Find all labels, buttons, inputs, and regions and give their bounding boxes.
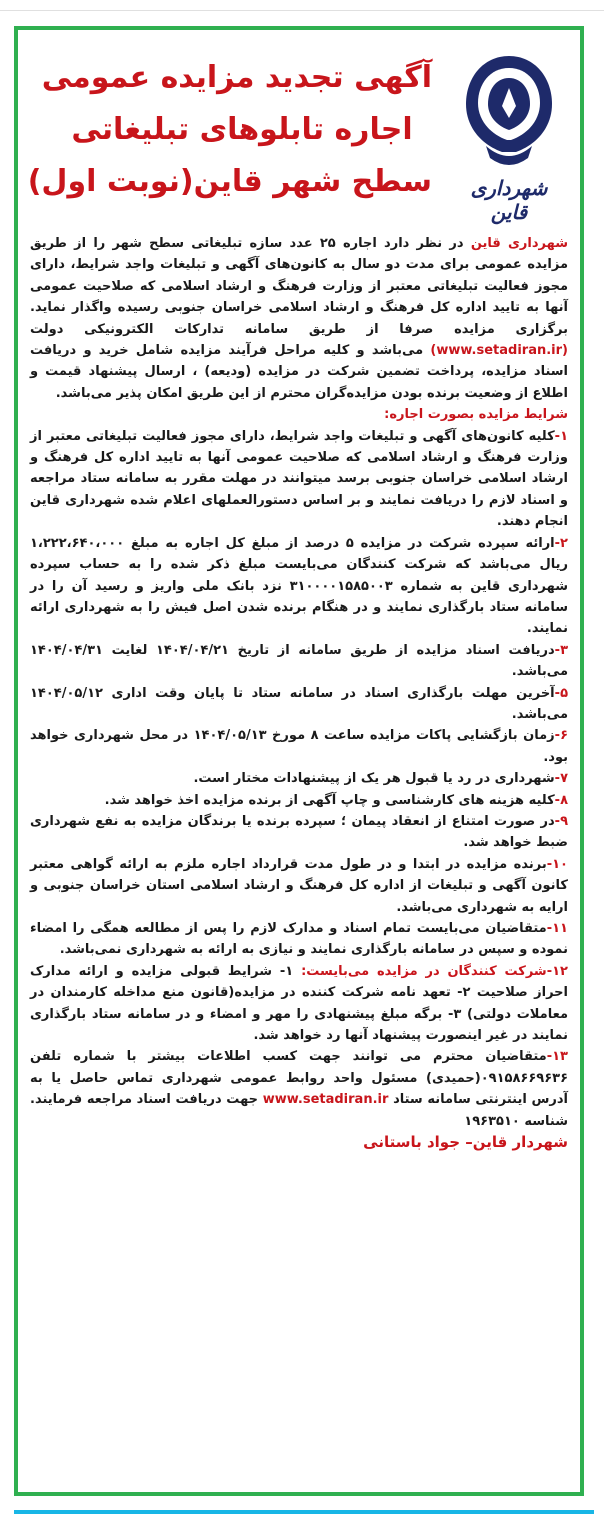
clause-2 xyxy=(30,533,568,640)
title-line-1: آگهی تجدید مزایده عمومی xyxy=(41,60,432,95)
clause-text: زمان بازگشایی پاکات مزایده ساعت ۸ مورخ ۱۴۰۴/۰۵/۱۳ در محل شهرداری خواهد بود. xyxy=(30,728,568,765)
intro-lead: شهرداری قاین xyxy=(470,236,568,251)
clause-13 xyxy=(30,1046,568,1132)
clause-text: کلیه کانون‌های آگهی و تبلیغات واجد شرایط، دارای مجوز فعالیت تبلیغاتی معتبر از وزارت فرهنگ و ارشاد اسلامی که صلاحیت عمومی آنها به تایید اداره کل فرهنگ و ارشاد اسلامی خراسان جنوبی برسد میتوانند در مهلت مقرر به سامانه ستاد مراجعه و اسناد لازم را دریافت نمایند و بر اساس دستورالعملهای اعلام شده شهرداری قاین انجام دهند. xyxy=(30,428,568,530)
signature: شهردار قاین– جواد باستانی xyxy=(363,1133,568,1152)
advertisement-title xyxy=(27,52,432,208)
municipality-emblem-icon xyxy=(450,48,568,178)
clause-number: ۱۲- xyxy=(546,963,568,979)
clause-number: ۱۱- xyxy=(546,921,568,936)
clause-9 xyxy=(30,811,568,854)
clause-text: برنده مزایده در ابتدا و در طول مدت قرارداد اجاره ملزم به ارائه گواهی معتبر کانون آگهی و تبلیغات از اداره کل فرهنگ و ارشاد اسلامی استان خراسان جنوبی و ارایه به شهرداری می‌باشد. xyxy=(30,856,568,915)
clause-5 xyxy=(30,683,568,726)
clause-number: ۲- xyxy=(554,535,568,551)
intro-website-link[interactable]: (www.setadiran.ir) xyxy=(430,343,568,359)
clause-text: شهرداری در رد یا قبول هر یک از پیشنهادات مختار است. xyxy=(193,771,555,787)
conditions-heading: شرایط مزایده بصورت اجاره: xyxy=(384,407,568,423)
clause-number: ۸- xyxy=(554,792,568,808)
intro-paragraph xyxy=(30,233,568,404)
clause-8 xyxy=(30,790,568,811)
clause-6 xyxy=(30,725,568,768)
clause-10 xyxy=(30,854,568,918)
advertisement-body xyxy=(30,233,568,1153)
intro-text-2: می‌باشد و کلیه مراحل فرآیند مزایده شامل خرید و دریافت اسناد مزایده، پرداخت تضمین شرکت در مزایده (ودیعه) ، ارسال پیشنهاد قیمت و اطلاع از وضعیت برنده بودن مزایده‌گران محترم از این طریق امکان پذیر می‌باشد. xyxy=(30,343,568,401)
clause-number: ۳- xyxy=(554,642,569,658)
clause-3 xyxy=(30,640,568,683)
bottom-accent-line xyxy=(14,1510,594,1514)
clause-number: ۵- xyxy=(554,685,568,701)
clause-number: ۶- xyxy=(554,728,568,744)
clause-website-link[interactable]: www.setadiran.ir xyxy=(262,1092,389,1108)
advertisement-frame xyxy=(14,26,584,1496)
clause-text: آخرین مهلت بارگذاری اسناد در سامانه ستاد تا پایان وقت اداری ۱۴۰۴/۰۵/۱۲ می‌باشد. xyxy=(30,685,568,722)
clause-number: ۷- xyxy=(554,771,568,787)
clause-text: ۱- شرایط قبولی مزایده و ارائه مدارک احراز صلاحیت ۲- تعهد نامه شرکت کننده در مزایده(قانون منع مداخله کارمندان در معاملات دولتی) ۳- برگه مبلغ پیشنهادی را مهر و امضاء و در سامانه ستاد بارگذاری نمایند در غیر اینصورت پیشنهاد آنها رد خواهد شد. xyxy=(30,963,568,1044)
clause-7 xyxy=(30,768,568,789)
clause-text: در صورت امتناع از انعقاد پیمان ؛ سپرده برنده یا برندگان مزایده به نفع شهرداری ضبط خواهد شد. xyxy=(30,813,568,851)
clause-number: ۹- xyxy=(554,813,568,829)
clause-number: ۱۰- xyxy=(546,856,568,872)
municipality-logo xyxy=(450,48,568,224)
clause-text-2: جهت دریافت اسناد مراجعه فرمایند. شناسه ۱۹۶۳۵۱۰ xyxy=(30,1092,568,1129)
municipality-name: شهرداری قاین xyxy=(470,176,548,224)
intro-text: در نظر دارد اجاره ۲۵ عدد سازه تبلیغاتی سطح شهر را از طریق مزایده عمومی برای مدت دو سال به کانون‌های آگهی و تبلیغات واجد شرایط، دارای مجوز فعالیت تبلیغاتی معتبر از وزارت فرهنگ و ارشاد اسلامی که صلاحیت عمومی آنها به تایید اداره کل فرهنگ و ارشاد اسلامی خراسان جنوبی رسیده واگذار نماید. برگزاری مزایده صرفا از طریق سامانه تدارکات الکترونیکی دولت xyxy=(30,236,568,337)
clause-text: متقاضیان می‌بایست تمام اسناد و مدارک لازم را پس از مطالعه همگی را امضاء نموده و سپس در سامانه بارگذاری نمایند و نیازی به ارائه به شهرداری نمی‌باشد. xyxy=(30,921,568,958)
clause-1 xyxy=(30,426,568,533)
clause-12 xyxy=(30,961,568,1047)
clause-text: کلیه هزینه های کارشناسی و چاپ آگهی از برنده مزایده اخذ خواهد شد. xyxy=(104,792,555,808)
title-line-3: سطح شهر قاین(نوبت اول) xyxy=(27,164,432,199)
clause-number: ۱۳- xyxy=(546,1049,568,1065)
clause-text: متقاضیان محترم می توانند جهت کسب اطلاعات بیشتر با شماره تلفن ۰۹۱۵۸۶۶۹۶۳۶(حمیدی) مسئول واحد روابط عمومی شهرداری تماس حاصل یا به آدرس اینترنتی سامانه ستاد xyxy=(30,1049,568,1108)
clause-text: دریافت اسناد مزایده از طریق سامانه از تاریخ ۱۴۰۴/۰۴/۲۱ لغایت ۱۴۰۴/۰۴/۳۱ می‌باشد. xyxy=(30,642,568,680)
clause-11 xyxy=(30,918,568,961)
clause-lead: شرکت کنندگان در مزایده می‌بایست: xyxy=(301,963,547,979)
top-divider xyxy=(0,10,604,11)
clause-text: ارائه سپرده شرکت در مزایده ۵ درصد از مبلغ کل اجاره به مبلغ ۱،۲۲۲،۶۴۰،۰۰۰ ریال می‌باشد که شرکت کنندگان می‌بایست مبلغ ذکر شده را به حساب سپرده شهرداری قاین به شماره ۳۱۰۰۰۰۱۵۸۵۰۰۳ نزد بانک ملی واریز و رسید آن را در سامانه ستاد بارگذاری نمایند و در هنگام برنده شدن اصل فیش را به شهرداری ارائه نمایند. xyxy=(30,535,568,637)
title-line-2: اجاره تابلوهای تبلیغاتی xyxy=(71,112,413,147)
clause-number: ۱- xyxy=(554,428,568,444)
advertisement-header xyxy=(18,30,580,230)
